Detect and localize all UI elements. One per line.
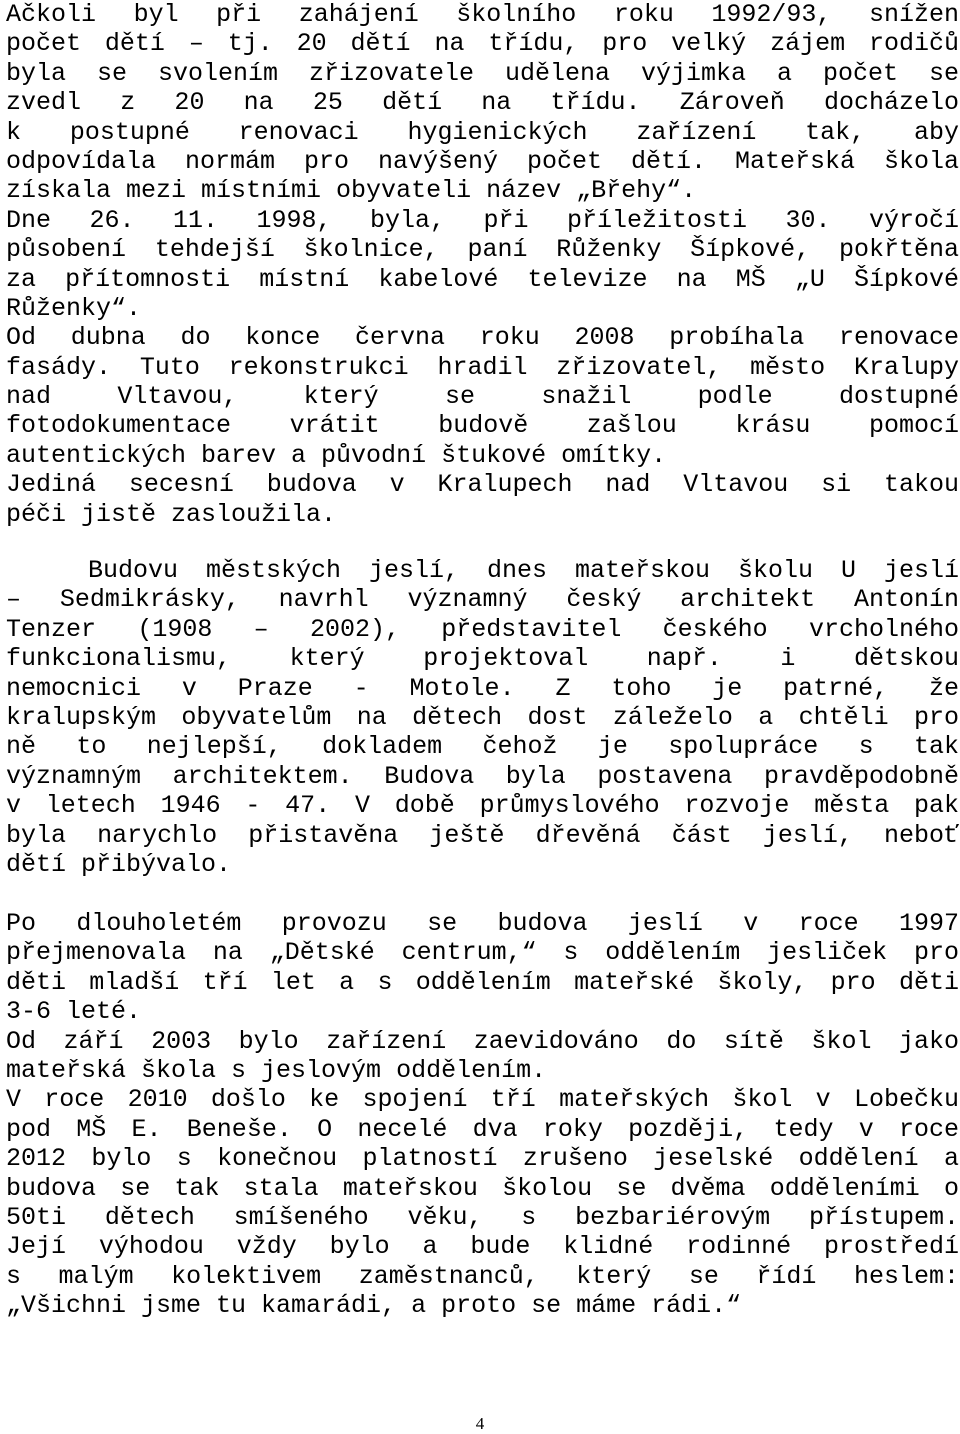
text-line: byla se svolením zřizovatele udělena výjimka a počet se	[6, 58, 959, 88]
text-line: za přítomnosti místní kabelové televize na MŠ „U Šípkové	[6, 264, 959, 294]
text-line: Dne 26. 11. 1998, byla, při příležitosti 30. výročí	[6, 205, 959, 235]
text-line: – Sedmikrásky, navrhl významný český architekt Antonín	[6, 585, 959, 615]
text-line: Po dlouholetém provozu se budova jeslí v roce 1997	[6, 909, 959, 938]
text-line: funkcionalismu, který projektoval např. i dětskou	[6, 644, 959, 674]
text-line: s malým kolektivem zaměstnanců, který se řídí heslem:	[6, 1261, 959, 1291]
text-line: nad Vltavou, který se snažil podle dostupné	[6, 382, 959, 412]
text-line: Tenzer (1908 – 2002), představitel českého vrcholného	[6, 614, 959, 644]
text-line: „Všichni jsme tu kamarádi, a proto se máme rádi.“	[6, 1291, 742, 1321]
text-line: V roce 2010 došlo ke spojení tří mateřských škol v Lobečku	[6, 1085, 959, 1115]
text-line: působení tehdejší školnice, paní Růženky Šípkové, pokřtěna	[6, 235, 959, 265]
text-line: v letech 1946 - 47. V době průmyslového rozvoje města pak	[6, 791, 959, 821]
text-line: nemocnici v Praze - Motole. Z toho je patrné, že	[6, 673, 959, 703]
text-line: mateřská škola s jeslovým oddělením.	[6, 1055, 547, 1085]
text-line: dětí přibývalo.	[6, 849, 232, 879]
paragraph-history-1992-2008	[6, 0, 959, 529]
text-line: fotodokumentace vrátit budově zašlou krásu pomocí	[6, 411, 959, 441]
text-line: 3-6 leté.	[6, 997, 142, 1027]
text-line: zvedl z 20 na 25 dětí na třídu. Zároveň docházelo	[6, 88, 959, 118]
text-line: děti mladší tří let a s oddělením mateřské školy, pro děti	[6, 967, 959, 997]
page-number: 4	[475, 1414, 485, 1433]
text-line: Jediná secesní budova v Kralupech nad Vltavou si takou	[6, 470, 959, 500]
text-line: Růženky“.	[6, 293, 142, 323]
text-line: budova se tak stala mateřskou školou se dvěma odděleními o	[6, 1173, 959, 1203]
text-line: 50ti dětech smíšeného věku, s bezbariérovým přístupem.	[6, 1202, 959, 1232]
paragraph-architect	[6, 556, 959, 879]
text-line: počet dětí – tj. 20 dětí na třídu, pro velký zájem rodičů	[6, 29, 959, 59]
text-line: ně to nejlepší, dokladem čehož je spolupráce s tak	[6, 732, 959, 762]
text-line: Od září 2003 bylo zařízení zaevidováno do sítě škol jako	[6, 1026, 959, 1056]
text-line: péči jistě zasloužila.	[6, 499, 337, 529]
paragraph-recent-history	[6, 909, 959, 1320]
text-line: získala mezi místními obyvateli název „Břehy“.	[6, 176, 697, 206]
text-line: autentických barev a původní štukové omítky.	[6, 440, 667, 470]
text-line: Ačkoli byl při zahájení školního roku 1992/93, snížen	[6, 0, 959, 29]
text-line: byla narychlo přistavěna ještě dřevěná část jeslí, neboť	[6, 820, 959, 850]
text-line: k postupné renovaci hygienických zařízení tak, aby	[6, 117, 959, 147]
text-line: 2012 bylo s konečnou platností zrušeno jeselské oddělení a	[6, 1144, 959, 1174]
text-line: pod MŠ E. Beneše. O necelé dva roky později, tedy v roce	[6, 1114, 959, 1144]
text-line: fasády. Tuto rekonstrukci hradil zřizovatel, město Kralupy	[6, 352, 959, 382]
text-line: Od dubna do konce června roku 2008 probíhala renovace	[6, 323, 959, 353]
text-line: přejmenovala na „Dětské centrum,“ s oddělením jesliček pro	[6, 938, 959, 968]
text-line: významným architektem. Budova byla postavena pravděpodobně	[6, 761, 959, 791]
text-line: Její výhodou vždy bylo a bude klidné rodinné prostředí	[6, 1232, 959, 1262]
text-line: kralupským obyvatelům na dětech dost záleželo a chtěli pro	[6, 702, 959, 732]
text-line: odpovídala normám pro navýšený počet dětí. Mateřská škola	[6, 146, 959, 176]
text-line: Budovu městských jeslí, dnes mateřskou školu U jeslí	[88, 556, 959, 585]
